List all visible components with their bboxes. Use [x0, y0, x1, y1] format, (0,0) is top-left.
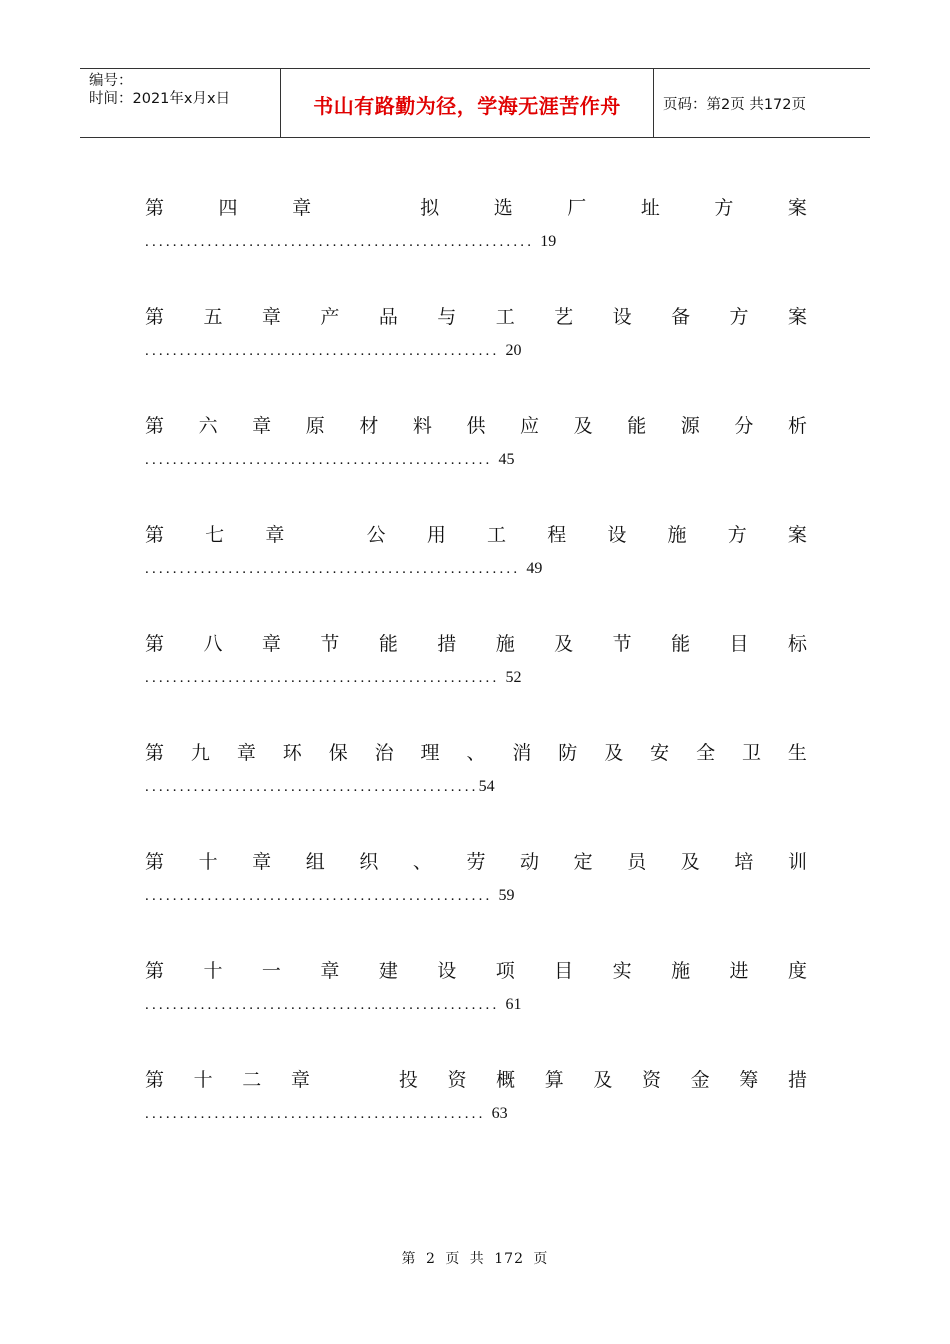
- toc-entry-title: [145, 305, 807, 329]
- toc-title-char: 理: [420, 742, 440, 764]
- toc-title-char: 章: [265, 524, 285, 546]
- toc-title-char: 章: [252, 415, 272, 437]
- toc-entry-title: [145, 741, 807, 765]
- toc-entry[interactable]: [145, 850, 807, 906]
- page-header: [80, 68, 870, 138]
- toc-entry[interactable]: [145, 741, 807, 797]
- toc-title-char: 址: [640, 197, 660, 219]
- toc-title-char: 环: [282, 742, 302, 764]
- toc-title-char: 章: [261, 633, 281, 655]
- toc-title-char: 员: [627, 851, 647, 873]
- toc-title-char: 九: [190, 742, 210, 764]
- toc-title-char: 工: [495, 306, 515, 328]
- toc-title-char: 及: [680, 851, 700, 873]
- toc-title-char: 设: [437, 960, 457, 982]
- toc-title-char: 分: [734, 415, 754, 437]
- toc-title-char: 艺: [554, 306, 574, 328]
- toc-page-number: 54: [478, 778, 495, 795]
- toc-title-char: 实: [612, 960, 632, 982]
- toc-title-char: 投: [398, 1069, 418, 1091]
- toc-page-number: 63: [491, 1105, 508, 1122]
- toc-title-char: 防: [558, 742, 578, 764]
- toc-title-char: 设: [607, 524, 627, 546]
- toc-title-char: 第: [145, 415, 165, 437]
- toc-title-char: 能: [378, 633, 398, 655]
- toc-title-char: 十: [198, 851, 218, 873]
- toc-title-char: 措: [787, 1069, 807, 1091]
- toc-title-char: 方: [714, 197, 734, 219]
- toc-title-char: 工: [487, 524, 507, 546]
- toc-entry-leader: [145, 559, 807, 579]
- toc-title-char: 保: [328, 742, 348, 764]
- toc-entry-leader: [145, 1104, 807, 1124]
- toc-entry-title: [145, 414, 807, 438]
- toc-title-char: 第: [145, 1069, 165, 1091]
- header-meta: [80, 69, 281, 137]
- toc-title-char: 织: [359, 851, 379, 873]
- toc-title-char: 安: [650, 742, 670, 764]
- toc-title-char: 施: [671, 960, 691, 982]
- toc-title-char: 章: [290, 1069, 310, 1091]
- toc-title-char: 第: [145, 633, 165, 655]
- toc-title-char: 及: [554, 633, 574, 655]
- toc-entry[interactable]: [145, 1068, 807, 1124]
- toc-title-char: 案: [787, 524, 807, 546]
- toc-title-char: 定: [573, 851, 593, 873]
- toc-page-number: 52: [505, 669, 522, 686]
- toc-title-char: 度: [787, 960, 807, 982]
- toc-title-char: 程: [547, 524, 567, 546]
- toc-entry-title: [145, 196, 807, 220]
- toc-entry-leader: [145, 886, 807, 906]
- toc-title-char: 与: [437, 306, 457, 328]
- toc-title-char: 及: [593, 1069, 613, 1091]
- toc-entry-title: [145, 523, 807, 547]
- toc-title-char: 供: [466, 415, 486, 437]
- toc-title-char: 析: [787, 415, 807, 437]
- toc-title-char: 组: [305, 851, 325, 873]
- toc-title-char: 二: [242, 1069, 262, 1091]
- toc-entry-leader: [145, 995, 807, 1015]
- doc-number-label: 编号：: [89, 73, 133, 89]
- toc-title-char: 拟: [420, 197, 440, 219]
- toc-title-char: 节: [320, 633, 340, 655]
- toc-entry-leader: [145, 668, 807, 688]
- toc-dot-leader: ...................................................: [145, 343, 500, 359]
- header-page-label: 页码：第2页 共172页: [663, 96, 807, 113]
- toc-title-char: 进: [729, 960, 749, 982]
- toc-title-char: 四: [218, 197, 238, 219]
- toc-title-char: 厂: [567, 197, 587, 219]
- toc-title-char: 施: [495, 633, 515, 655]
- toc-title-char: 案: [787, 197, 807, 219]
- toc-title-char: 章: [292, 197, 312, 219]
- toc-title-char: 施: [667, 524, 687, 546]
- toc-title-char: 产: [320, 306, 340, 328]
- toc-title-char: 消: [512, 742, 532, 764]
- doc-time-label: 时间：2021年x月x日: [89, 91, 231, 107]
- toc-entry-leader: [145, 341, 807, 361]
- toc-entry[interactable]: [145, 414, 807, 470]
- toc-entry[interactable]: [145, 523, 807, 579]
- toc-title-char: 第: [145, 851, 165, 873]
- toc-title-char: 章: [236, 742, 256, 764]
- toc-title-char: 原: [305, 415, 325, 437]
- toc-entry-leader: [145, 232, 807, 252]
- toc-title-char: 训: [787, 851, 807, 873]
- toc-title-char: 能: [627, 415, 647, 437]
- toc-title-char: 七: [205, 524, 225, 546]
- toc-title-char: 能: [671, 633, 691, 655]
- toc-title-char: 及: [573, 415, 593, 437]
- toc-title-char: 章: [252, 851, 272, 873]
- toc-title-char: 筹: [739, 1069, 759, 1091]
- toc-title-char: 章: [261, 306, 281, 328]
- toc-page-number: 45: [498, 451, 515, 468]
- toc-dot-leader: ...................................................: [145, 997, 500, 1013]
- toc-title-char: 、: [412, 851, 432, 873]
- toc-title-char: 源: [680, 415, 700, 437]
- toc-title-char: 品: [378, 306, 398, 328]
- toc-title-char: 六: [198, 415, 218, 437]
- toc-title-char: 算: [544, 1069, 564, 1091]
- toc-title-char: 概: [496, 1069, 516, 1091]
- toc-title-char: 劳: [466, 851, 486, 873]
- toc-title-char: 金: [690, 1069, 710, 1091]
- toc-title-char: 措: [437, 633, 457, 655]
- toc-title-char: 设: [612, 306, 632, 328]
- toc-page-number: 20: [505, 342, 522, 359]
- toc-title-char: 五: [203, 306, 223, 328]
- toc-entry-title: [145, 850, 807, 874]
- toc-title-char: 应: [520, 415, 540, 437]
- toc-title-char: 八: [203, 633, 223, 655]
- toc-title-char: 动: [520, 851, 540, 873]
- toc-title-char: 生: [787, 742, 807, 764]
- toc-title-char: 用: [426, 524, 446, 546]
- toc-title-char: 方: [729, 306, 749, 328]
- toc-dot-leader: .................................................: [145, 1106, 486, 1122]
- toc-entry[interactable]: [145, 196, 807, 252]
- toc-page-number: 59: [498, 887, 515, 904]
- toc-title-char: 材: [359, 415, 379, 437]
- toc-dot-leader: ................................................: [145, 779, 479, 795]
- toc-page-number: 61: [505, 996, 522, 1013]
- toc-title-char: 第: [145, 960, 165, 982]
- toc-entry[interactable]: [145, 305, 807, 361]
- toc-title-char: 卫: [741, 742, 761, 764]
- toc-title-char: 全: [696, 742, 716, 764]
- toc-title-char: 一: [261, 960, 281, 982]
- toc-title-char: 十: [203, 960, 223, 982]
- toc-entry[interactable]: [145, 632, 807, 688]
- toc-page-number: 49: [526, 560, 543, 577]
- toc-title-char: 料: [412, 415, 432, 437]
- toc-title-char: 资: [447, 1069, 467, 1091]
- toc-title-char: 十: [193, 1069, 213, 1091]
- toc-title-char: 第: [145, 306, 165, 328]
- toc-entry-leader: [145, 450, 807, 470]
- toc-page-number: 19: [540, 233, 557, 250]
- header-motto: 书山有路勤为径，学海无涯苦作舟: [281, 69, 654, 137]
- toc-title-char: 目: [554, 960, 574, 982]
- toc-title-char: 建: [378, 960, 398, 982]
- toc-title-char: 节: [612, 633, 632, 655]
- toc-title-char: 培: [734, 851, 754, 873]
- page-footer: 第 2 页 共 172 页: [401, 1251, 549, 1267]
- toc-entry-leader: [145, 777, 807, 797]
- toc-title-char: 治: [374, 742, 394, 764]
- toc-title-char: 案: [787, 306, 807, 328]
- toc-title-char: 第: [145, 197, 165, 219]
- toc-title-char: 第: [145, 524, 165, 546]
- toc-entry-title: [145, 632, 807, 656]
- toc-entry-title: [145, 1068, 807, 1092]
- toc-title-char: 选: [493, 197, 513, 219]
- toc-title-char: 备: [671, 306, 691, 328]
- toc-entry[interactable]: [145, 959, 807, 1015]
- toc-dot-leader: ..................................................: [145, 888, 493, 904]
- toc-title-char: 章: [320, 960, 340, 982]
- toc-title-char: 项: [495, 960, 515, 982]
- toc-dot-leader: ........................................................: [145, 234, 535, 250]
- toc-title-char: 标: [787, 633, 807, 655]
- toc-title-char: 公: [366, 524, 386, 546]
- toc-title-char: 第: [145, 742, 165, 764]
- toc-title-char: 方: [727, 524, 747, 546]
- toc-title-char: 目: [729, 633, 749, 655]
- toc-dot-leader: ..................................................: [145, 452, 493, 468]
- toc-dot-leader: ......................................................: [145, 561, 521, 577]
- toc-title-char: 资: [642, 1069, 662, 1091]
- toc-title-char: 、: [466, 742, 486, 764]
- toc-dot-leader: ...................................................: [145, 670, 500, 686]
- toc-title-char: 及: [604, 742, 624, 764]
- toc-entry-title: [145, 959, 807, 983]
